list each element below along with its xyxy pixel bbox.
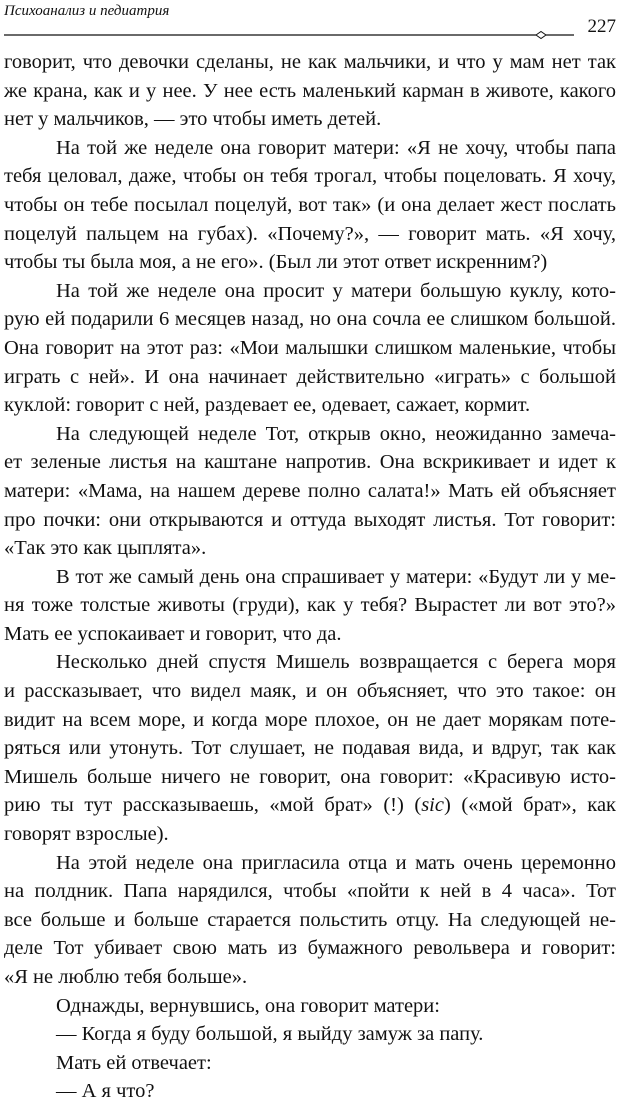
text-line: Мишель больше ничего не говорит, она говорит: «Красивую исто- xyxy=(4,765,616,788)
body-text xyxy=(4,48,616,1106)
text-line: «Я не люблю тебя больше». xyxy=(4,966,248,988)
page-number: 227 xyxy=(587,16,616,37)
text-line: рию ты тут рассказываешь, «мой брат» (!) (sic) («мой брат», как xyxy=(4,794,616,817)
page-header xyxy=(4,2,616,40)
running-title: Психоанализ и педиатрия xyxy=(4,3,170,19)
text-line: Мать ее успокаивает и говорит, что да. xyxy=(4,622,342,645)
text-line: В тот же самый день она спрашивает у матери: «Будут ли у ме- xyxy=(56,565,616,588)
text-line: На этой неделе она пригласила отца и мать очень церемонно xyxy=(56,851,616,874)
text-line: говорят взрослые). xyxy=(4,823,169,846)
text-line: про почки: они открываются и оттуда выходят листья. Тот говорит: xyxy=(4,508,616,531)
text-line: деле Тот убивает свою мать из бумажного револьвера и говорит: xyxy=(4,937,616,960)
text-line: все больше и больше старается польстить отцу. На следующей не- xyxy=(4,908,616,931)
text-line: чтобы ты была моя, а не его». (Был ли этот ответ искренним?) xyxy=(4,251,548,274)
text-line: куклой: говорит с ней, раздевает ее, одевает, сажает, кормит. xyxy=(4,394,531,417)
text-line: тебя целовал, даже, чтобы он тебя трогал, чтобы поцеловать. Я хочу, xyxy=(4,165,616,188)
header-rule xyxy=(4,30,574,40)
text-line: «Так это как цыплята». xyxy=(4,537,207,560)
text-line: чтобы он тебе посылал поцелуй, вот так» (и она делает жест послать xyxy=(4,193,616,216)
text-line: — Когда я буду большой, я выйду замуж за папу. xyxy=(56,1023,484,1046)
text-line: ет зеленые листья на каштане напротив. Она вскрикивает и идет к xyxy=(4,451,616,474)
text-line: играть с ней». И она начинает действительно «играть» с большой xyxy=(4,365,616,388)
text-line: и рассказывает, что видел маяк, и он объясняет, что это такое: он xyxy=(4,680,616,703)
text-line: же крана, как и у нее. У нее есть маленький карман в животе, какого xyxy=(4,79,616,102)
text-line: рую ей подарили 6 месяцев назад, но она сочла ее слишком большой. xyxy=(4,308,616,331)
text-line: Мать ей отвечает: xyxy=(56,1051,212,1074)
text-line: На следующей неделе Тот, открыв окно, неожиданно замеча- xyxy=(56,422,616,445)
text-line: Несколько дней спустя Мишель возвращается с берега моря xyxy=(56,651,616,674)
text-line: поцелуй пальцем на губах). «Почему?», — говорит мать. «Я хочу, xyxy=(4,222,616,245)
text-line: матери: «Мама, на нашем дереве полно салата!» Мать ей объясняет xyxy=(4,479,616,502)
text-line: ряться или утонуть. Тот слушает, не подавая вида, и вдруг, так как xyxy=(4,737,616,760)
text-line: ня тоже толстые животы (груди), как у тебя? Вырастет ли вот это?» xyxy=(4,594,616,617)
text-line: Однажды, вернувшись, она говорит матери: xyxy=(56,994,440,1017)
text-line: нет у мальчиков, — это чтобы иметь детей. xyxy=(4,108,382,131)
text-line: — А я что? xyxy=(56,1080,155,1103)
text-line: Она говорит на этот раз: «Мои малышки слишком маленькие, чтобы xyxy=(4,336,616,359)
text-line: На той же неделе она говорит матери: «Я не хочу, чтобы папа xyxy=(56,136,616,159)
text-line: На той же неделе она просит у матери большую куклу, кото- xyxy=(56,279,616,302)
text-line: говорит, что девочки сделаны, не как мальчики, и что у мам нет так xyxy=(4,51,616,73)
sic-italic: sic xyxy=(421,794,444,817)
text-line: на полдник. Папа нарядился, чтобы «пойти к ней в 4 часа». Тот xyxy=(4,880,616,903)
text-line: видит на всем море, и когда море плохое, он не дает морякам поте- xyxy=(4,708,616,731)
